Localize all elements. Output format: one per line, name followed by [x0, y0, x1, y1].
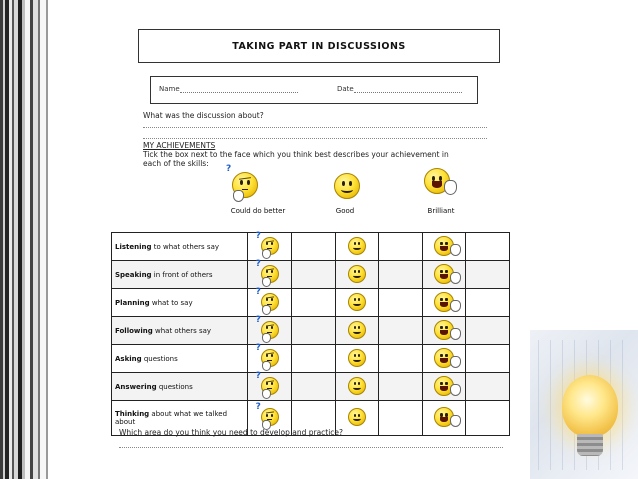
question-mark-icon: ? [255, 342, 261, 353]
face-cell-could-do-better [248, 258, 292, 289]
thinking-face-cell [255, 370, 279, 397]
tick-box-brilliant[interactable] [466, 373, 510, 401]
face-cell-brilliant [422, 401, 466, 436]
excited-face-cell [434, 236, 454, 258]
tick-box-could-do-better[interactable] [291, 289, 335, 317]
tick-box-could-do-better[interactable] [291, 233, 335, 261]
question-mark-icon: ? [255, 230, 261, 241]
legend-good: Good [335, 207, 355, 215]
thumbs-up-icon [450, 300, 461, 312]
thinking-face-cell [255, 258, 279, 285]
tick-box-brilliant[interactable] [466, 261, 510, 289]
answer-line-2[interactable] [143, 138, 487, 139]
face-cell-brilliant [422, 345, 466, 373]
tick-box-brilliant[interactable] [466, 233, 510, 261]
thumbs-up-icon [444, 180, 457, 195]
thinking-face-cell [255, 402, 279, 428]
question-mark-icon: ? [255, 258, 261, 269]
legend-could-do-better: Could do better [230, 207, 286, 215]
skill-row [112, 261, 510, 289]
question-mark-icon: ? [255, 402, 261, 412]
tick-box-brilliant[interactable] [466, 317, 510, 345]
excited-face-cell [434, 292, 454, 314]
thumbs-up-icon [450, 328, 461, 340]
section-heading: MY ACHIEVEMENTS [143, 141, 216, 150]
lightbulb-base [577, 434, 603, 456]
question-discussion-about: What was the discussion about? [143, 111, 264, 120]
decorative-stripe-bar [0, 0, 60, 479]
instruction-line-2: each of the skills: [143, 159, 209, 168]
answer-line-3[interactable] [119, 447, 503, 448]
face-cell-good [335, 317, 379, 345]
question-mark-icon: ? [255, 286, 261, 297]
instruction-line-1: Tick the box next to the face which you think best describes your achievement in [143, 150, 449, 159]
date-dotted-line [354, 86, 462, 93]
face-cell-brilliant [422, 261, 466, 289]
answer-line-1[interactable] [143, 127, 487, 128]
face-cell-good [335, 261, 379, 289]
thinking-face-cell [255, 314, 279, 341]
skill-row [112, 317, 510, 345]
thinking-face-cell [255, 230, 279, 257]
excited-face-cell [434, 376, 454, 398]
tick-box-good[interactable] [379, 373, 423, 401]
skill-row [112, 373, 510, 401]
lightbulb-decoration [530, 330, 638, 479]
hand-icon [262, 277, 271, 287]
smiley-face-icon [348, 408, 366, 426]
tick-box-could-do-better[interactable] [291, 345, 335, 373]
thumbs-up-icon [450, 415, 461, 427]
face-cell-could-do-better [248, 342, 292, 373]
tick-box-brilliant[interactable] [466, 289, 510, 317]
smiley-face-icon [348, 349, 366, 367]
thumbs-up-icon [450, 356, 461, 368]
skill-label: Answering questions [112, 373, 248, 401]
face-cell-brilliant [422, 233, 466, 261]
face-cell-brilliant [422, 317, 466, 345]
thumbs-up-icon [450, 244, 461, 256]
tick-box-brilliant[interactable] [466, 345, 510, 373]
thumbs-up-icon [450, 384, 461, 396]
face-cell-could-do-better [248, 370, 292, 401]
date-label: Date [337, 85, 354, 93]
excited-face-cell [434, 348, 454, 370]
question-mark-icon: ? [226, 164, 232, 174]
skill-row [112, 289, 510, 317]
skill-label: Planning what to say [112, 289, 248, 317]
face-cell-good [335, 289, 379, 317]
hand-icon [262, 361, 271, 371]
hand-icon [262, 389, 271, 399]
name-label: Name [159, 85, 180, 93]
tick-box-good[interactable] [379, 401, 423, 436]
tick-box-could-do-better[interactable] [291, 373, 335, 401]
skill-label: Speaking in front of others [112, 261, 248, 289]
tick-box-good[interactable] [379, 345, 423, 373]
legend-brilliant: Brilliant [427, 207, 455, 215]
skill-label: Asking questions [112, 345, 248, 373]
skill-label: Following what others say [112, 317, 248, 345]
tick-box-could-do-better[interactable] [291, 317, 335, 345]
tick-box-good[interactable] [379, 317, 423, 345]
date-field[interactable] [337, 85, 462, 93]
face-cell-good [335, 345, 379, 373]
smiley-face-icon [348, 237, 366, 255]
name-field[interactable] [159, 85, 298, 93]
face-cell-could-do-better [248, 286, 292, 317]
question-mark-icon: ? [255, 314, 261, 325]
tick-box-good[interactable] [379, 233, 423, 261]
name-date-box [150, 76, 478, 104]
thinking-face-cell [255, 342, 279, 369]
face-cell-brilliant [422, 373, 466, 401]
worksheet-title: TAKING PART IN DISCUSSIONS [138, 29, 500, 63]
hand-icon [262, 333, 271, 343]
tick-box-good[interactable] [379, 261, 423, 289]
smiley-face-icon [348, 293, 366, 311]
face-cell-brilliant [422, 289, 466, 317]
tick-box-could-do-better[interactable] [291, 261, 335, 289]
smiley-face-icon [348, 265, 366, 283]
name-dotted-line [180, 86, 298, 93]
thinking-face-cell [255, 286, 279, 313]
face-cell-good [335, 373, 379, 401]
tick-box-brilliant[interactable] [466, 401, 510, 436]
face-cell-good [335, 233, 379, 261]
hand-icon [233, 190, 244, 202]
face-cell-could-do-better [248, 230, 292, 261]
excited-face-cell [434, 264, 454, 286]
thumbs-up-icon [450, 272, 461, 284]
hand-icon [262, 249, 271, 259]
skill-label: Listening to what others say [112, 233, 248, 261]
hand-icon [262, 305, 271, 315]
face-cell-could-do-better [248, 314, 292, 345]
question-develop-practice: Which area do you think you need to develop and practice? [119, 428, 344, 437]
skill-label: Thinking about what we talked about [112, 401, 248, 436]
skill-row [112, 345, 510, 373]
skills-table [111, 232, 510, 436]
tick-box-good[interactable] [379, 289, 423, 317]
smiley-face-icon [348, 321, 366, 339]
skill-row [112, 233, 510, 261]
excited-face-cell [434, 407, 454, 429]
question-mark-icon: ? [255, 370, 261, 381]
smiley-face-icon [348, 377, 366, 395]
lightbulb-icon [562, 375, 618, 437]
excited-face-cell [434, 320, 454, 342]
